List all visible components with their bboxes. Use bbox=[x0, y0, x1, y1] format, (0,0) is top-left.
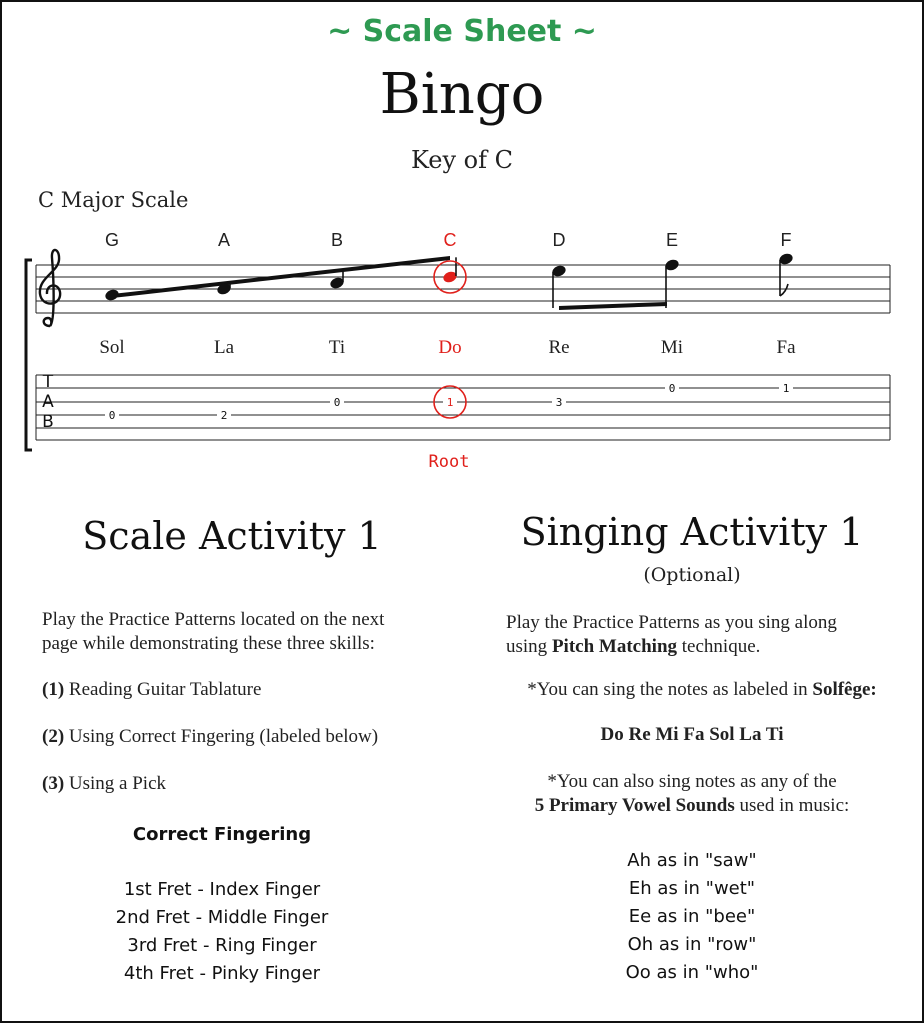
skill-number: (1) bbox=[42, 679, 65, 700]
fret-number: 1 bbox=[782, 382, 790, 395]
note-letter: B bbox=[330, 230, 343, 250]
fingering-heading: Correct Fingering bbox=[132, 824, 312, 845]
vowel-sounds-term: 5 Primary Vowel Sounds bbox=[534, 795, 735, 816]
vowel-note-line-1: *You can also sing notes as any of the bbox=[547, 771, 837, 792]
fret-number: 2 bbox=[220, 409, 228, 422]
skill-text: Using a Pick bbox=[68, 773, 167, 794]
solfege-note-text: *You can sing the notes as labeled in bbox=[527, 679, 813, 700]
skill-item bbox=[42, 726, 378, 748]
note-solfege: Sol bbox=[99, 337, 125, 358]
fingering-line: 3rd Fret - Ring Finger bbox=[127, 935, 317, 956]
vowel-line: Ee as in "bee" bbox=[628, 906, 756, 927]
tab-letter: T bbox=[42, 372, 54, 392]
note-solfege: Ti bbox=[328, 337, 346, 358]
intro-text: using bbox=[506, 636, 552, 657]
skill-number: (2) bbox=[42, 726, 65, 747]
note-letter: A bbox=[217, 230, 230, 250]
singing-intro-line-2 bbox=[506, 635, 760, 659]
skill-number: (3) bbox=[42, 773, 65, 794]
note-solfege: Fa bbox=[776, 337, 796, 358]
singing-activity-subtitle: (Optional) bbox=[643, 564, 741, 586]
staff-notes bbox=[104, 252, 794, 308]
singing-intro-line-1: Play the Practice Patterns as you sing along bbox=[506, 612, 837, 633]
fingering-line: 2nd Fret - Middle Finger bbox=[115, 907, 329, 928]
fingering-line: 4th Fret - Pinky Finger bbox=[123, 963, 321, 984]
note-letter: E bbox=[665, 230, 678, 250]
system-bracket bbox=[26, 260, 32, 450]
tab-lines bbox=[36, 375, 890, 440]
fret-number: 0 bbox=[668, 382, 676, 395]
solfege-note bbox=[482, 678, 922, 702]
tab-letter: A bbox=[42, 392, 54, 412]
vowel-line: Ah as in "saw" bbox=[627, 850, 757, 871]
treble-clef-icon bbox=[40, 250, 60, 326]
note-solfege: Do bbox=[438, 337, 462, 358]
fret-number: 1 bbox=[446, 396, 454, 409]
solfege-term: Solfêge: bbox=[812, 679, 877, 700]
note-letter: F bbox=[780, 230, 792, 250]
fret-number: 0 bbox=[333, 396, 341, 409]
fret-number: 0 bbox=[108, 409, 116, 422]
note-flag bbox=[780, 284, 788, 296]
vowel-line: Oo as in "who" bbox=[625, 962, 759, 983]
vowel-note-text: used in music: bbox=[734, 795, 850, 816]
note-beams bbox=[112, 256, 667, 310]
sheet-type-label: ~ Scale Sheet ~ bbox=[327, 14, 597, 49]
intro-text: technique. bbox=[677, 636, 761, 657]
note-solfege: Mi bbox=[660, 337, 684, 358]
pitch-matching-term: Pitch Matching bbox=[551, 636, 678, 657]
vowel-note-line-2 bbox=[482, 794, 902, 818]
scale-activity-intro-line-2: page while demonstrating these three skills: bbox=[42, 633, 375, 654]
fingering-line: 1st Fret - Index Finger bbox=[123, 879, 321, 900]
scale-activity-intro-line-1: Play the Practice Patterns located on the next bbox=[42, 609, 385, 630]
skill-item bbox=[42, 679, 261, 701]
skill-text: Reading Guitar Tablature bbox=[68, 679, 262, 700]
beam-2 bbox=[559, 302, 667, 310]
vowel-line: Eh as in "wet" bbox=[628, 878, 756, 899]
fret-number: 3 bbox=[555, 396, 563, 409]
note-solfege: Re bbox=[548, 337, 570, 358]
solfege-syllables: Do Re Mi Fa Sol La Ti bbox=[600, 724, 784, 745]
tab-clef bbox=[42, 372, 54, 432]
song-key: Key of C bbox=[411, 146, 513, 174]
scale-activity-title: Scale Activity 1 bbox=[82, 514, 382, 558]
root-label: Root bbox=[428, 452, 470, 472]
skill-text: Using Correct Fingering (labeled below) bbox=[68, 726, 379, 747]
note-solfege: La bbox=[213, 337, 235, 358]
note-letter: D bbox=[552, 230, 566, 250]
note-letter: C bbox=[443, 230, 457, 250]
tab-letter: B bbox=[42, 412, 54, 432]
skill-item bbox=[42, 773, 166, 795]
singing-activity-title: Singing Activity 1 bbox=[520, 510, 864, 554]
note-letter: G bbox=[104, 230, 119, 250]
scale-name: C Major Scale bbox=[38, 188, 189, 212]
song-title: Bingo bbox=[379, 62, 545, 127]
vowel-line: Oh as in "row" bbox=[627, 934, 757, 955]
